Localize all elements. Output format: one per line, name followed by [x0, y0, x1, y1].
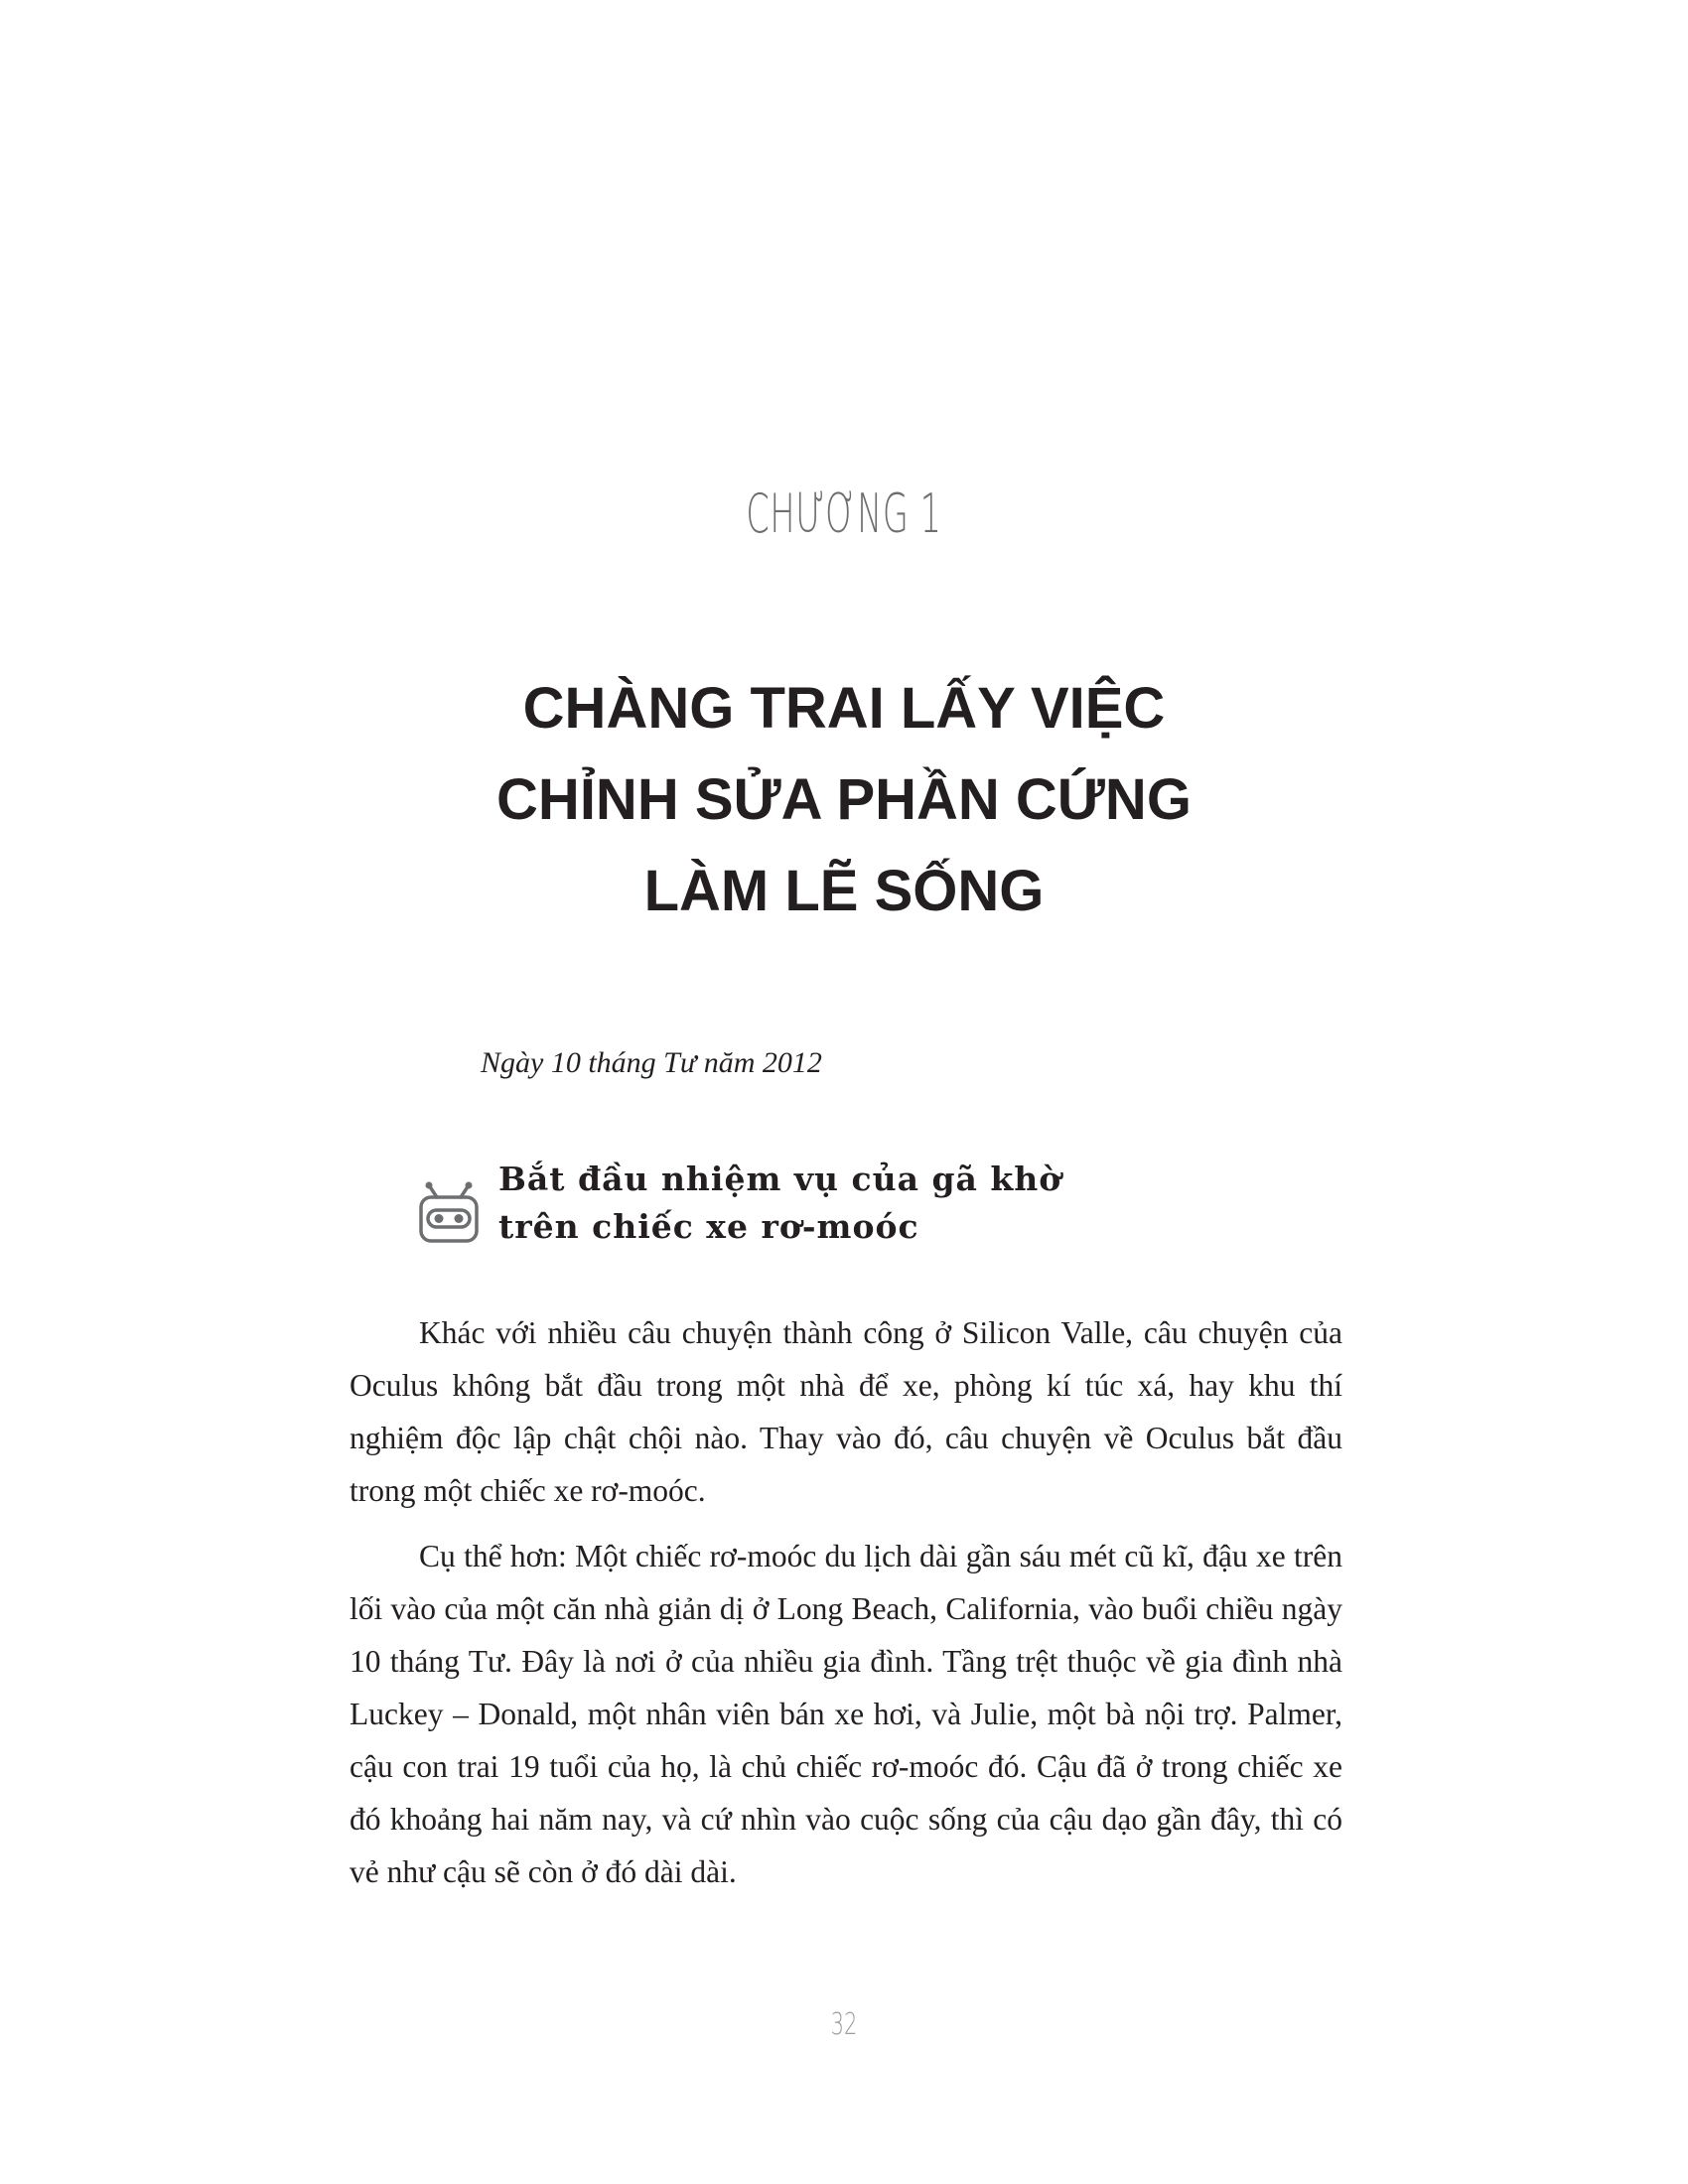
- section-heading-line: Bắt đầu nhiệm vụ của gã khờ: [498, 1160, 1062, 1198]
- page-number: 32: [830, 2007, 858, 2042]
- section-heading: [498, 1156, 1061, 1251]
- section-heading-line: trên chiếc xe rơ-moóc: [498, 1207, 919, 1246]
- chapter-title-line: CHỈNH SỬA PHẦN CỨNG: [496, 767, 1192, 832]
- chapter-title: [0, 663, 1688, 937]
- body-text: [350, 1306, 1342, 1911]
- paragraph: Khác với nhiều câu chuyện thành công ở Silicon Valle, câu chuyện của Oculus không bắt đầu trong một nhà để xe, phòng kí túc xá, hay khu thí nghiệm độc lập chật chội nào. Thay vào đó, câu chuyện về Oculus bắt đầu trong một chiếc xe rơ-moóc.: [350, 1315, 1342, 1508]
- chapter-label: CHƯƠNG 1: [746, 482, 942, 545]
- chapter-date: Ngày 10 tháng Tư năm 2012: [481, 1046, 822, 1079]
- chapter-title-line: CHÀNG TRAI LẤY VIỆC: [522, 676, 1166, 741]
- robot-head-icon: [417, 1179, 481, 1245]
- chapter-title-line: LÀM LẼ SỐNG: [643, 859, 1045, 923]
- paragraph: Cụ thể hơn: Một chiếc rơ-moóc du lịch dài gần sáu mét cũ kĩ, đậu xe trên lối vào của một căn nhà giản dị ở Long Beach, California, vào buổi chiều ngày 10 tháng Tư. Đây là nơi ở của nhiều gia đình. Tầng trệt thuộc về gia đình nhà Luckey – Donald, một nhân viên bán xe hơi, và Julie, một bà nội trợ. Palmer, cậu con trai 19 tuổi của họ, là chủ chiếc rơ-moóc đó. Cậu đã ở trong chiếc xe đó khoảng hai năm nay, và cứ nhìn vào cuộc sống của cậu dạo gần đây, thì có vẻ như cậu sẽ còn ở đó dài dài.: [350, 1539, 1342, 1889]
